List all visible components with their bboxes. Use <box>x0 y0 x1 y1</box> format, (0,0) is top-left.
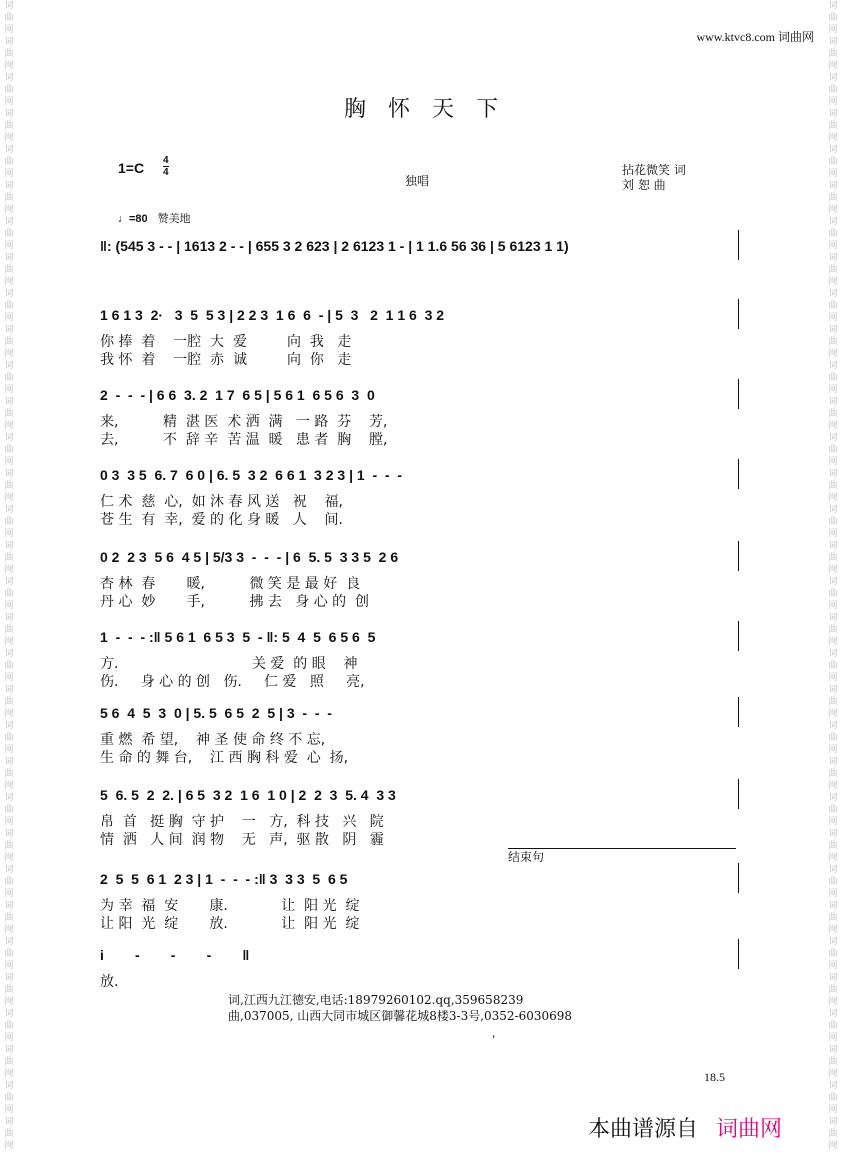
watermark-char: 词 <box>828 397 838 407</box>
watermark-char: 词 <box>4 73 14 83</box>
watermark-char: 网 <box>4 1069 14 1079</box>
watermark-char: 曲 <box>4 337 14 347</box>
watermark-char: 曲 <box>4 1093 14 1103</box>
watermark-char: 曲 <box>828 553 838 563</box>
watermark-char: 网 <box>828 997 838 1007</box>
watermark-char: 网 <box>828 61 838 71</box>
watermark-char: 网 <box>828 961 838 971</box>
watermark-char: 网 <box>4 493 14 503</box>
watermark-char: 网 <box>828 277 838 287</box>
watermark-char: 网 <box>4 349 14 359</box>
watermark-char: 词 <box>828 649 838 659</box>
watermark-char: 词 <box>828 829 838 839</box>
watermark-char: 网 <box>828 421 838 431</box>
watermark-char: 网 <box>828 673 838 683</box>
barline <box>738 379 739 409</box>
watermark-char: 词 <box>4 1 14 11</box>
watermark-char: 网 <box>4 169 14 179</box>
watermark-char: 网 <box>4 277 14 287</box>
watermark-char: 词 <box>4 253 14 263</box>
lyric-verse-1: 你 捧 着 一腔 大 爱 向 我 走 <box>100 334 352 350</box>
watermark-char: 曲 <box>828 1129 838 1139</box>
contact-footer <box>228 992 572 1024</box>
watermark-char: 曲 <box>4 373 14 383</box>
watermark-char: 网 <box>828 637 838 647</box>
watermark-char: 网 <box>4 313 14 323</box>
barline <box>738 697 739 727</box>
notation: 1 - - - :‖ 5 6 1 6 5 3 5 - ‖: 5 4 5 6 5 6 5 <box>100 629 376 645</box>
notation: i - - - ‖ <box>100 947 250 963</box>
lyric-verse-2: 生 命 的 舞 台, 江 西 胸 科 爱 心 扬, <box>100 750 349 766</box>
watermark-char: 网 <box>4 673 14 683</box>
lyric-verse-2: 让 阳 光 绽 放. 让 阳 光 绽 <box>100 916 360 932</box>
watermark-char: 词 <box>4 325 14 335</box>
watermark-char: 曲 <box>4 769 14 779</box>
watermark-char: 词 <box>828 505 838 515</box>
watermark-char: 曲 <box>4 553 14 563</box>
watermark-char: 词 <box>828 145 838 155</box>
watermark-char: 网 <box>4 601 14 611</box>
watermark-char: 网 <box>4 709 14 719</box>
notation: 5 6 4 5 3 0 | 5. 5 6 5 2 5 | 3 - - - <box>100 705 332 721</box>
watermark-char: 网 <box>4 1105 14 1115</box>
watermark-char: 词 <box>4 469 14 479</box>
watermark-char: 曲 <box>4 481 14 491</box>
watermark-char: 曲 <box>828 265 838 275</box>
watermark-char: 词 <box>4 685 14 695</box>
watermark-char: 词 <box>828 289 838 299</box>
watermark-char: 网 <box>828 1069 838 1079</box>
watermark-char: 曲 <box>828 193 838 203</box>
watermark-char: 曲 <box>4 121 14 131</box>
tempo: ♩=80 <box>118 213 148 225</box>
notation: 1 6 1 3 2· 3 5 5 3 | 2 2 3 1 6 6 - | 5 3 2 1 1 6 3 2 <box>100 307 445 323</box>
watermark-char: 网 <box>4 1141 14 1151</box>
watermark-char: 曲 <box>828 157 838 167</box>
watermark-char: 词 <box>828 253 838 263</box>
lyric-verse-1: 放. <box>100 974 119 990</box>
barline <box>738 863 739 893</box>
lyric-verse-1: 仁 术 慈 心, 如 沐 春 风 送 祝 福, <box>100 494 344 510</box>
watermark-char: 词 <box>828 37 838 47</box>
watermark-char: 网 <box>828 169 838 179</box>
watermark-char: 词 <box>4 505 14 515</box>
watermark-char: 词 <box>4 721 14 731</box>
watermark-char: 词 <box>4 541 14 551</box>
watermark-char: 曲 <box>828 1057 838 1067</box>
watermark-char: 曲 <box>4 445 14 455</box>
watermark-char: 曲 <box>828 121 838 131</box>
notation: 2 5 5 6 1 2 3 | 1 - - - :‖ 3 3 3 5 6 5 <box>100 871 348 887</box>
watermark-char: 曲 <box>4 157 14 167</box>
barline <box>738 621 739 651</box>
watermark-char: 网 <box>828 493 838 503</box>
watermark-char: 词 <box>828 613 838 623</box>
notation: ‖: (545 3 - - | 1613 2 - - | 655 3 2 623 | 2 6123 1 - | 1 1.6 56 36 | 5 6123 1 1) <box>100 238 569 254</box>
expression: 赞美地 <box>157 213 191 225</box>
watermark-char: 词 <box>828 217 838 227</box>
watermark-right <box>826 0 840 1171</box>
watermark-char: 网 <box>4 529 14 539</box>
watermark-char: 网 <box>4 997 14 1007</box>
watermark-char: 曲 <box>828 697 838 707</box>
watermark-char: 曲 <box>4 841 14 851</box>
watermark-char: 曲 <box>4 409 14 419</box>
watermark-char: 曲 <box>4 661 14 671</box>
watermark-char: 词 <box>4 901 14 911</box>
watermark-char: 曲 <box>4 49 14 59</box>
watermark-char: 词 <box>4 757 14 767</box>
watermark-char: 网 <box>828 781 838 791</box>
watermark-char: 曲 <box>4 193 14 203</box>
lyric-verse-1: 来, 精 湛 医 术 洒 满 一 路 芬 芳, <box>100 414 388 430</box>
watermark-char: 曲 <box>828 85 838 95</box>
watermark-char: 网 <box>828 565 838 575</box>
barline <box>738 779 739 809</box>
watermark-char: 词 <box>4 937 14 947</box>
watermark-char: 词 <box>828 577 838 587</box>
watermark-char: 曲 <box>828 841 838 851</box>
watermark-char: 网 <box>4 565 14 575</box>
watermark-char: 词 <box>828 1 838 11</box>
watermark-char: 曲 <box>828 1021 838 1031</box>
watermark-char: 词 <box>828 433 838 443</box>
watermark-char: 词 <box>828 181 838 191</box>
watermark-char: 曲 <box>4 229 14 239</box>
watermark-char: 曲 <box>4 697 14 707</box>
watermark-char: 词 <box>828 1081 838 1091</box>
watermark-char: 曲 <box>828 481 838 491</box>
watermark-char: 曲 <box>828 49 838 59</box>
watermark-char: 网 <box>4 637 14 647</box>
watermark-char: 曲 <box>828 913 838 923</box>
watermark-char: 词 <box>4 109 14 119</box>
watermark-char: 网 <box>4 781 14 791</box>
watermark-char: 曲 <box>4 949 14 959</box>
watermark-char: 曲 <box>828 1093 838 1103</box>
watermark-char: 网 <box>828 1141 838 1151</box>
watermark-char: 曲 <box>828 985 838 995</box>
watermark-char: 词 <box>828 73 838 83</box>
watermark-char: 网 <box>828 853 838 863</box>
notation: 0 2 2 3 5 6 4 5 | 5/3 3 - - - | 6 5. 5 3 3 5 2 6 <box>100 549 399 565</box>
watermark-char: 曲 <box>4 1129 14 1139</box>
credits <box>622 163 686 193</box>
notation: 0 3 3 5 6. 7 6 0 | 6. 5 3 2 6 6 1 3 2 3 | 1 - - - <box>100 467 403 483</box>
watermark-char: 网 <box>4 745 14 755</box>
time-signature <box>163 155 169 178</box>
watermark-char: 曲 <box>828 805 838 815</box>
watermark-char: 词 <box>828 901 838 911</box>
watermark-char: 网 <box>4 1033 14 1043</box>
watermark-char: 网 <box>4 457 14 467</box>
watermark-char: 曲 <box>4 517 14 527</box>
watermark-left <box>2 0 16 1171</box>
site-url[interactable]: www.ktvc8.com 词曲网 <box>696 30 814 44</box>
watermark-char: 词 <box>4 793 14 803</box>
page-number: 18.5 <box>704 1070 725 1084</box>
watermark-char: 词 <box>4 829 14 839</box>
notation: 5 6. 5 2 2. | 6 5 3 2 1 6 1 0 | 2 2 3 5. 4 3 3 <box>100 787 396 803</box>
watermark-char: 词 <box>4 1045 14 1055</box>
lyric-verse-1: 杏 林 春 暖, 微 笑 是 最 好 良 <box>100 576 361 592</box>
footer-mark: , <box>492 1027 496 1040</box>
watermark-char: 曲 <box>4 985 14 995</box>
watermark-char: 网 <box>828 25 838 35</box>
watermark-char: 词 <box>4 397 14 407</box>
watermark-char: 网 <box>828 817 838 827</box>
watermark-char: 词 <box>828 469 838 479</box>
lyric-verse-2: 伤. 身 心 的 创 伤. 仁 爱 照 亮, <box>100 674 365 690</box>
key-signature: 1=C <box>118 160 145 176</box>
watermark-char: 词 <box>828 937 838 947</box>
watermark-char: 曲 <box>828 877 838 887</box>
watermark-char: 曲 <box>828 625 838 635</box>
barline <box>738 230 739 260</box>
watermark-char: 网 <box>828 133 838 143</box>
watermark-char: 网 <box>4 97 14 107</box>
lyric-verse-2: 丹 心 妙 手, 拂 去 身 心 的 创 <box>100 594 370 610</box>
ending-label: 结束句 <box>508 850 545 864</box>
watermark-char: 网 <box>4 889 14 899</box>
watermark-char: 网 <box>828 529 838 539</box>
watermark-char: 网 <box>828 349 838 359</box>
lyric-verse-1: 为 幸 福 安 康. 让 阳 光 绽 <box>100 898 360 914</box>
watermark-char: 曲 <box>4 13 14 23</box>
watermark-char: 网 <box>828 709 838 719</box>
watermark-char: 曲 <box>4 85 14 95</box>
watermark-char: 词 <box>828 1045 838 1055</box>
lyric-verse-1: 方. 关 爱 的 眼 神 <box>100 656 358 672</box>
watermark-char: 网 <box>828 385 838 395</box>
tempo-marking <box>118 210 191 226</box>
watermark-char: 网 <box>828 925 838 935</box>
watermark-char: 网 <box>828 601 838 611</box>
lyric-verse-2: 苍 生 有 幸, 爱 的 化 身 暖 人 间. <box>100 512 344 528</box>
footer-line-1: 词,江西九江德安,电话:18979260102.qq,359658239 <box>228 993 524 1007</box>
watermark-char: 网 <box>828 97 838 107</box>
watermark-char: 曲 <box>828 949 838 959</box>
time-sig-bottom: 4 <box>163 167 169 178</box>
lyric-verse-2: 情 洒 人 间 润 物 无 声, 驱 散 阴 霾 <box>100 832 384 848</box>
watermark-char: 网 <box>828 889 838 899</box>
watermark-char: 网 <box>828 205 838 215</box>
watermark-char: 词 <box>828 973 838 983</box>
watermark-char: 词 <box>828 757 838 767</box>
watermark-char: 词 <box>4 1081 14 1091</box>
watermark-char: 词 <box>4 973 14 983</box>
watermark-char: 曲 <box>828 229 838 239</box>
watermark-char: 曲 <box>828 337 838 347</box>
notation: 2 - - - | 6 6 3. 2 1 7 6 5 | 5 6 1 6 5 6 3 0 <box>100 387 375 403</box>
watermark-char: 曲 <box>828 733 838 743</box>
watermark-char: 网 <box>4 205 14 215</box>
lyric-verse-1: 重 燃 希 望, 神 圣 使 命 终 不 忘, <box>100 732 326 748</box>
watermark-char: 词 <box>828 361 838 371</box>
watermark-char: 词 <box>4 865 14 875</box>
watermark-char: 词 <box>4 217 14 227</box>
watermark-char: 曲 <box>4 805 14 815</box>
watermark-char: 网 <box>828 1105 838 1115</box>
watermark-char: 词 <box>4 289 14 299</box>
watermark-char: 词 <box>828 1009 838 1019</box>
watermark-char: 曲 <box>828 589 838 599</box>
footer-line-2: 曲,037005, 山西大同市城区御馨花城8楼3-3号,0352-6030698 <box>228 1009 573 1023</box>
watermark-char: 词 <box>828 1117 838 1127</box>
watermark-char: 曲 <box>828 445 838 455</box>
composer: 刘 恕 曲 <box>622 178 666 192</box>
watermark-char: 网 <box>828 457 838 467</box>
watermark-char: 词 <box>828 685 838 695</box>
barline <box>738 299 739 329</box>
watermark-char: 词 <box>828 109 838 119</box>
watermark-char: 曲 <box>828 661 838 671</box>
watermark-char: 网 <box>4 241 14 251</box>
watermark-char: 词 <box>828 721 838 731</box>
watermark-char: 曲 <box>828 517 838 527</box>
watermark-char: 曲 <box>4 1021 14 1031</box>
watermark-char: 网 <box>4 385 14 395</box>
watermark-char: 曲 <box>4 625 14 635</box>
barline <box>738 939 739 969</box>
source-label: 本曲谱源自 <box>588 1117 699 1142</box>
watermark-char: 词 <box>828 865 838 875</box>
barline <box>738 541 739 571</box>
source-brand[interactable]: 词曲网 <box>716 1117 783 1142</box>
watermark-char: 词 <box>4 145 14 155</box>
barline <box>738 459 739 489</box>
watermark-char: 网 <box>828 1033 838 1043</box>
time-sig-top: 4 <box>163 155 169 166</box>
watermark-char: 词 <box>828 325 838 335</box>
lyric-verse-1: 帛 首 挺 胸 守 护 一 方, 科 技 兴 院 <box>100 814 384 830</box>
watermark-char: 词 <box>4 577 14 587</box>
watermark-char: 曲 <box>828 13 838 23</box>
watermark-char: 网 <box>828 241 838 251</box>
watermark-char: 词 <box>4 1009 14 1019</box>
watermark-char: 词 <box>4 433 14 443</box>
watermark-char: 网 <box>4 817 14 827</box>
watermark-char: 曲 <box>4 265 14 275</box>
watermark-char: 曲 <box>828 373 838 383</box>
watermark-char: 网 <box>4 925 14 935</box>
lyric-verse-2: 去, 不 辞 辛 苦 温 暖 患 者 胸 膛, <box>100 432 388 448</box>
performance-type: 独唱 <box>405 174 430 188</box>
watermark-char: 词 <box>4 361 14 371</box>
watermark-char: 网 <box>4 133 14 143</box>
watermark-char: 曲 <box>4 877 14 887</box>
watermark-char: 网 <box>4 853 14 863</box>
watermark-char: 词 <box>828 793 838 803</box>
watermark-char: 曲 <box>4 589 14 599</box>
watermark-char: 曲 <box>4 301 14 311</box>
watermark-char: 词 <box>4 613 14 623</box>
watermark-char: 词 <box>4 37 14 47</box>
watermark-char: 词 <box>4 1117 14 1127</box>
source-credit[interactable] <box>588 1112 782 1143</box>
lyric-verse-2: 我 怀 着 一腔 赤 诚 向 你 走 <box>100 352 352 368</box>
watermark-char: 词 <box>828 541 838 551</box>
watermark-char: 曲 <box>828 769 838 779</box>
song-title: 胸怀天下 <box>343 97 520 122</box>
watermark-char: 网 <box>828 745 838 755</box>
watermark-char: 网 <box>4 421 14 431</box>
watermark-char: 网 <box>4 961 14 971</box>
watermark-char: 曲 <box>828 301 838 311</box>
watermark-char: 网 <box>4 25 14 35</box>
watermark-char: 曲 <box>4 913 14 923</box>
watermark-char: 曲 <box>828 409 838 419</box>
watermark-char: 网 <box>4 61 14 71</box>
watermark-char: 词 <box>4 181 14 191</box>
lyricist: 拈花微笑 词 <box>622 163 686 177</box>
watermark-char: 曲 <box>4 733 14 743</box>
watermark-char: 网 <box>828 313 838 323</box>
watermark-char: 曲 <box>4 1057 14 1067</box>
watermark-char: 词 <box>4 649 14 659</box>
